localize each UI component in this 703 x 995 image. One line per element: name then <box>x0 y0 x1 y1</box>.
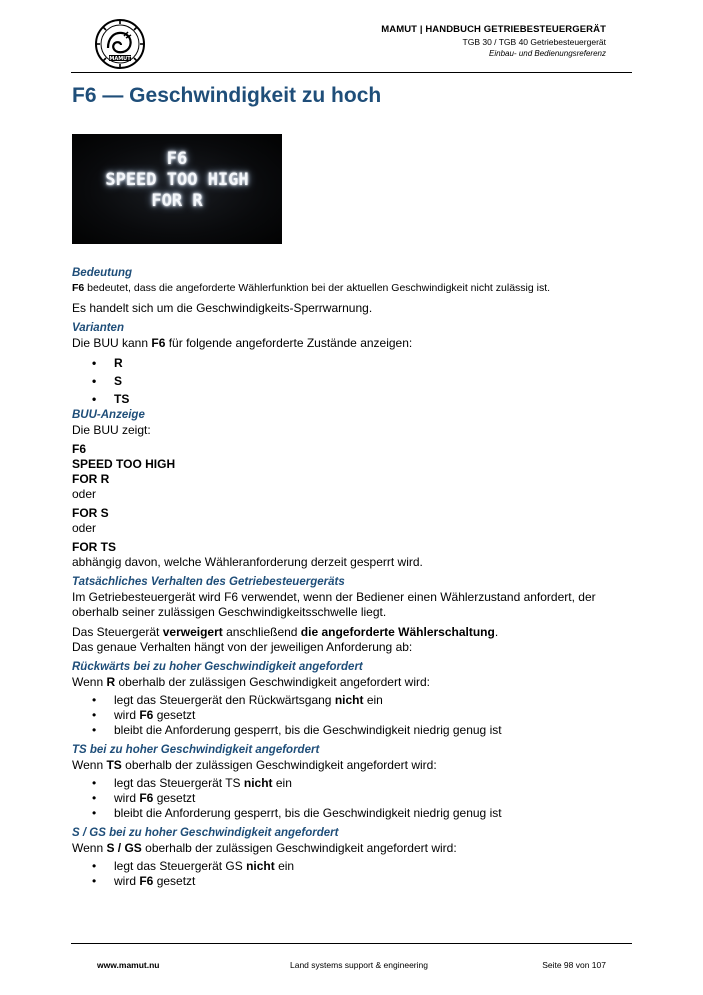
section-heading-anzeige: BUU-Anzeige <box>72 409 145 421</box>
section-heading-ts: TS bei zu hoher Geschwindigkeit angefordert <box>72 744 320 756</box>
header-text <box>381 24 606 58</box>
display-text <box>72 149 282 212</box>
anzeige-line: FOR TS <box>72 540 116 554</box>
text-span: gesetzt <box>153 708 196 722</box>
list-item <box>72 791 632 806</box>
verhalten-paragraph-3: Das genaue Verhalten hängt von der jeweiligen Anforderung ab: <box>72 640 413 654</box>
bedeutung-paragraph-1 <box>72 281 632 296</box>
display-line-1: F6 <box>166 149 188 169</box>
verhalten-paragraph-2 <box>72 625 632 640</box>
varianten-intro-post: für folgende angeforderte Zustände anzeigen: <box>165 336 413 350</box>
list-item: • bleibt die Anforderung gesperrt, bis die Geschwindigkeit niedrig genug ist <box>72 723 632 738</box>
text-bold: TS <box>106 758 122 772</box>
text-span: ein <box>363 693 383 707</box>
sgs-list <box>72 859 632 889</box>
text-span: ein <box>272 776 292 790</box>
text-span: Wenn <box>72 758 107 772</box>
text-bold: F6 <box>139 874 154 888</box>
text-span: wird <box>114 791 140 805</box>
text-bold: die angeforderte Wählerschaltung <box>300 625 495 639</box>
ts-intro <box>72 758 632 773</box>
text-bold: nicht <box>243 776 273 790</box>
list-item <box>72 693 632 708</box>
anzeige-block-1 <box>72 442 632 502</box>
text-bold: S / GS <box>106 841 142 855</box>
text-span: wird <box>114 708 140 722</box>
rueckwaerts-intro <box>72 675 632 690</box>
bedeutung-text: bedeutet, dass die angeforderte Wählerfunktion bei der aktuellen Geschwindigkeit nicht zulässig ist. <box>84 282 551 294</box>
section-heading-sgs: S / GS bei zu hoher Geschwindigkeit angefordert <box>72 827 339 839</box>
varianten-list <box>72 354 632 408</box>
anzeige-block-3 <box>72 540 632 570</box>
anzeige-line: F6 <box>72 442 87 456</box>
display-line-3: FOR R <box>151 191 203 211</box>
footer-page-number: Seite 98 von 107 <box>542 960 606 970</box>
rueckwaerts-list <box>72 693 632 738</box>
section-heading-varianten: Varianten <box>72 322 124 334</box>
text-span: legt das Steuergerät TS <box>114 776 244 790</box>
text-bold: verweigert <box>162 625 223 639</box>
section-heading-verhalten: Tatsächliches Verhalten des Getriebesteuergeräts <box>72 576 345 588</box>
text-span: legt das Steuergerät den Rückwärtsgang <box>114 693 335 707</box>
svg-text:MAMUT: MAMUT <box>109 56 131 62</box>
list-item <box>72 708 632 723</box>
header-subtitle-secondary: Einbau- und Bedienungsreferenz <box>489 49 606 58</box>
list-item <box>72 776 632 791</box>
text-span: anschließend <box>222 625 301 639</box>
text-bold: F6 <box>139 791 154 805</box>
anzeige-line: SPEED TOO HIGH <box>72 457 176 471</box>
sgs-intro <box>72 841 632 856</box>
text-bold: R <box>106 675 116 689</box>
text-span: gesetzt <box>153 874 196 888</box>
main-content <box>72 266 632 889</box>
verhalten-paragraph-1: Im Getriebesteuergerät wird F6 verwendet, wenn der Bediener einen Wählerzustand anfordert, der oberhalb seiner zulässigen Geschwindigkeitsschwelle liegt. <box>72 590 596 619</box>
section-heading-bedeutung: Bedeutung <box>72 267 133 279</box>
section-heading-rueckwaerts: Rückwärts bei zu hoher Geschwindigkeit angefordert <box>72 661 363 673</box>
list-item: • TS <box>72 390 632 408</box>
varianten-intro-pre: Die BUU kann <box>72 336 152 350</box>
text-bold: nicht <box>246 859 275 873</box>
list-item <box>72 859 632 874</box>
footer-tagline: Land systems support & engineering <box>290 960 428 970</box>
anzeige-intro: Die BUU zeigt: <box>72 423 151 437</box>
code-f6: F6 <box>72 282 85 294</box>
text-span: legt das Steuergerät GS <box>114 859 247 873</box>
bedeutung-paragraph-2: Es handelt sich um die Geschwindigkeits-Sperrwarnung. <box>72 301 373 315</box>
ts-list <box>72 776 632 821</box>
header-title: MAMUT | HANDBUCH GETRIEBESTEUERGERÄT <box>381 24 606 35</box>
text-span: oberhalb der zulässigen Geschwindigkeit angefordert wird: <box>115 675 430 689</box>
list-item: • S <box>72 372 632 390</box>
list-item <box>72 874 632 889</box>
footer-divider <box>71 943 632 944</box>
page-title: F6 — Geschwindigkeit zu hoch <box>72 84 382 107</box>
display-line-2: SPEED TOO HIGH <box>105 170 249 190</box>
mamut-logo-icon <box>94 18 146 70</box>
code-f6: F6 <box>151 336 166 350</box>
text-span: oberhalb der zulässigen Geschwindigkeit angefordert wird: <box>141 841 457 855</box>
list-item: • R <box>72 354 632 372</box>
text-span: . <box>494 625 499 639</box>
varianten-intro <box>72 336 632 351</box>
anzeige-oder: oder <box>72 487 97 501</box>
text-bold: nicht <box>334 693 364 707</box>
text-span: Wenn <box>72 675 107 689</box>
text-bold: F6 <box>139 708 154 722</box>
list-item: • bleibt die Anforderung gesperrt, bis die Geschwindigkeit niedrig genug ist <box>72 806 632 821</box>
text-span: Das Steuergerät <box>72 625 163 639</box>
text-span: wird <box>114 874 140 888</box>
display-photo <box>72 134 282 244</box>
footer-website-link[interactable]: www.mamut.nu <box>97 960 160 970</box>
anzeige-line: FOR R <box>72 472 110 486</box>
text-span: gesetzt <box>153 791 196 805</box>
text-span: oberhalb der zulässigen Geschwindigkeit angefordert wird: <box>121 758 437 772</box>
anzeige-block-2 <box>72 506 632 536</box>
anzeige-outro: abhängig davon, welche Wähleranforderung derzeit gesperrt wird. <box>72 555 423 569</box>
anzeige-line: FOR S <box>72 506 109 520</box>
text-span: ein <box>274 859 295 873</box>
header-subtitle: TGB 30 / TGB 40 Getriebesteuergerät <box>462 37 606 47</box>
text-span: Wenn <box>72 841 107 855</box>
header-divider <box>71 72 632 73</box>
anzeige-oder: oder <box>72 521 97 535</box>
page-header <box>0 0 703 74</box>
